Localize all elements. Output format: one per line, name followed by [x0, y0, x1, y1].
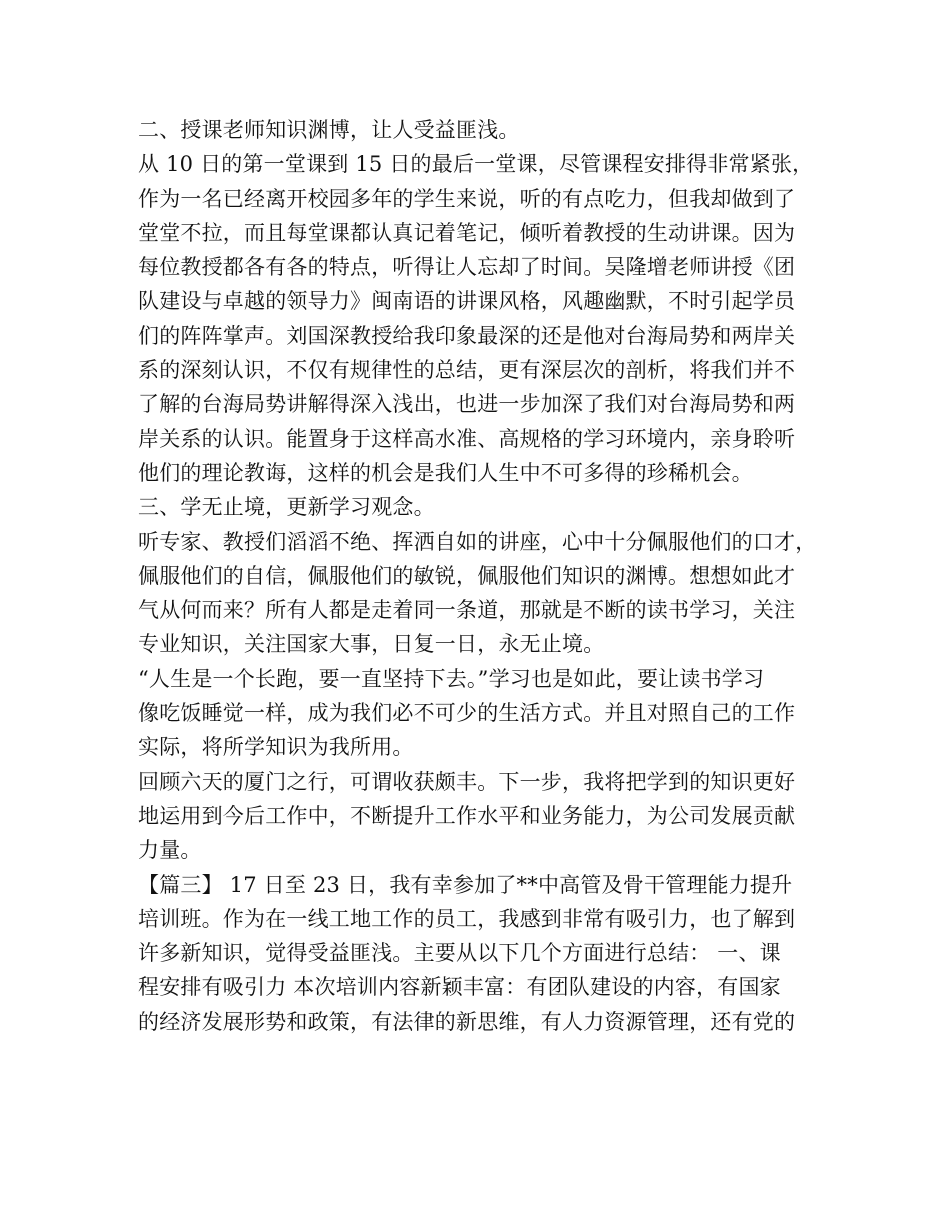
text-line: 三、学无止境，更新学习观念。: [138, 495, 435, 520]
document-body: [138, 113, 828, 1039]
text-line: 他们的理论教诲，这样的机会是我们人生中不可多得的珍稀机会。: [138, 460, 753, 485]
text-line: 队建设与卓越的领导力》闽南语的讲课风格，风趣幽默，不时引起学员: [138, 289, 796, 314]
text-line: 像吃饭睡觉一样，成为我们必不可少的生活方式。并且对照自己的工作: [138, 701, 796, 726]
text-line: 岸关系的认识。能置身于这样高水准、高规格的学习环境内，亲身聆听: [138, 426, 796, 451]
text-line: 从 10 日的第一堂课到 15 日的最后一堂课，尽管课程安排得非常紧张，: [138, 152, 814, 177]
text-line: 地运用到今后工作中，不断提升工作水平和业务能力，为公司发展贡献: [138, 803, 796, 828]
text-line: “人生是一个长跑，要一直坚持下去。”学习也是如此，要让读书学习: [138, 666, 765, 691]
text-line: 力量。: [138, 838, 202, 863]
text-line: 们的阵阵掌声。刘国深教授给我印象最深的还是他对台海局势和两岸关: [138, 323, 796, 348]
text-line: 佩服他们的自信，佩服他们的敏锐，佩服他们知识的渊博。想想如此才: [138, 563, 796, 588]
text-line: 作为一名已经离开校园多年的学生来说，听的有点吃力，但我却做到了: [138, 186, 796, 211]
text-line: 许多新知识，觉得受益匪浅。主要从以下几个方面进行总结： 一、课: [138, 941, 781, 966]
text-line: 程安排有吸引力 本次培训内容新颖丰富：有团队建设的内容，有国家: [138, 975, 781, 1000]
text-line: 系的深刻认识，不仅有规律性的总结，更有深层次的剖析，将我们并不: [138, 358, 796, 383]
text-line: 培训班。作为在一线工地工作的员工，我感到非常有吸引力，也了解到: [138, 906, 796, 931]
text-line: 了解的台海局势讲解得深入浅出，也进一步加深了我们对台海局势和两: [138, 392, 796, 417]
text-line: 每位教授都各有各的特点，听得让人忘却了时间。吴隆增老师讲授《团: [138, 255, 796, 280]
text-line: 回顾六天的厦门之行，可谓收获颇丰。下一步，我将把学到的知识更好: [138, 769, 796, 794]
text-line: 【篇三】 17 日至 23 日，我有幸参加了**中高管及骨干管理能力提升: [138, 872, 793, 897]
text-line: 的经济发展形势和政策，有法律的新思维，有人力资源管理，还有党的: [138, 1009, 796, 1034]
text-line: 专业知识，关注国家大事，日复一日，永无止境。: [138, 632, 605, 657]
text-line: 实际，将所学知识为我所用。: [138, 735, 414, 760]
text-line: 堂堂不拉，而且每堂课都认真记着笔记，倾听着教授的生动讲课。因为: [138, 220, 796, 245]
text-line: 听专家、教授们滔滔不绝、挥洒自如的讲座，心中十分佩服他们的口才，: [138, 529, 817, 554]
text-line: 二、授课老师知识渊博，让人受益匪浅。: [138, 118, 520, 142]
text-line: 气从何而来？所有人都是走着同一条道，那就是不断的读书学习，关注: [138, 598, 796, 623]
